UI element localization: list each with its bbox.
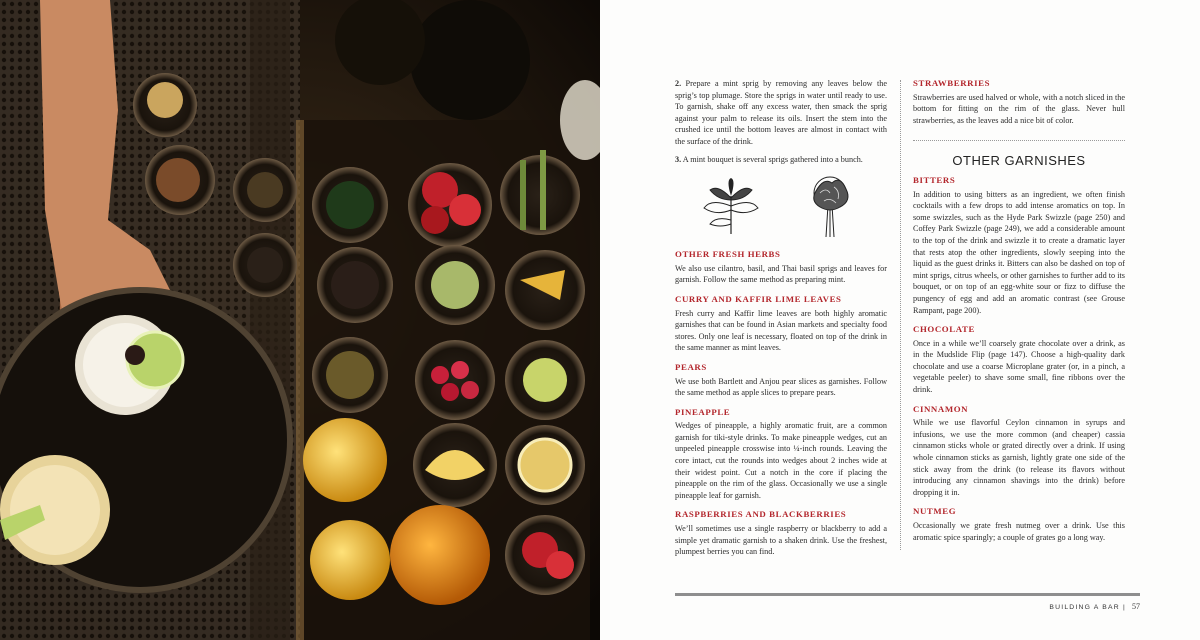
left-column [675,78,887,558]
section-text: Once in a while we’ll coarsely grate chocolate over a drink, as in the Mudslide Flip (page 147). Choose a high-quality dark chocolate and use a coarse Microplane grater (or, in a pinch, a vegetable peeler) to shave some small, fine ribbons over the drink. [913,338,1125,395]
step-text: A mint bouquet is several sprigs gathered into a bunch. [682,154,863,164]
column-divider [900,80,901,550]
section-heading: PEARS [675,361,707,372]
mint-steps-list [675,78,887,165]
section-heading: NUTMEG [913,506,957,517]
section-text: While we use flavorful Ceylon cinnamon in syrups and infusions, we use the more common (and cheaper) cassia cinnamon sticks whole or grated directly over a drink. If using whole cinnamon sticks as garnish, lightly grate one side of the stick away from the drink (to release its flavors without introducing any cinnamon shavings into the drink) before dropping it in. [913,418,1125,497]
step-number: 2. [675,79,682,88]
section-divider [913,140,1125,141]
section-text: We’ll sometimes use a single raspberry or blackberry to add a simple yet dramatic garnish to a shaken drink. Use the freshest, plumpest berries you can find. [675,524,887,557]
section-heading: STRAWBERRIES [913,78,991,88]
section-heading: CHOCOLATE [913,324,975,335]
footer-separator: | [1122,604,1126,611]
section-heading: CURRY AND KAFFIR LIME LEAVES [675,293,842,304]
section-text: We use both Bartlett and Anjou pear slices as garnishes. Follow the same method as apple slices to prepare pears. [675,376,887,398]
section-heading: OTHER FRESH HERBS [675,249,781,260]
section-text: Strawberries are used halved or whole, with a notch sliced in the bottom for fitting on the rim of the glass. Never hull strawberries, as the leaves add a nice bit of color. [913,92,1125,125]
section-title: OTHER GARNISHES [952,153,1086,169]
right-column [913,78,1125,543]
page-number: 57 [1132,602,1140,611]
section-text: We also use cilantro, basil, and Thai basil sprigs and leaves for garnish. Follow the same method as preparing mint. [675,263,887,285]
section-text: Fresh curry and Kaffir lime leaves are both highly aromatic garnishes that can be found in Asian markets and specialty food stores. Only one leaf is necessary, floated on top of the drink in the same manner as mint leaves. [675,308,887,353]
section-heading: BITTERS [913,174,956,185]
list-item [675,78,887,148]
footer-rule [675,593,1140,596]
step-text: Prepare a mint sprig by removing any leaves below the sprig’s top plumage. Store the sprigs in water until ready to use. To garnish, shake off any excess water, then smack the sprig against your palm to release its oils. Insert the stem into the crushed ice until the bottom leaves are almost in contact with the surface of the drink. [675,79,887,146]
footer-section-name: BUILDING A BAR [1049,604,1120,611]
section-heading: CINNAMON [913,403,969,414]
section-text: Occasionally we grate fresh nutmeg over a drink. Use this aromatic spice sparingly; a couple of grates go a long way. [913,521,1125,542]
section-text: Wedges of pineapple, a highly aromatic fruit, are a common garnish for tiki-style drinks. To make pineapple wedges, cut an unpeeled pineapple crosswise into ¼-inch rounds. Leaving the core intact, cut the rounds into wedges about 2 inches wide at their widest point. Cut a notch in the core if placing the pineapple on the rim of the glass. Occasionally we use a single pineapple leaf for garnish. [675,421,887,500]
list-item [675,154,887,166]
herb-illustrations [681,171,881,241]
section-heading: PINEAPPLE [675,406,731,417]
mint-bouquet-icon [796,173,866,239]
mint-sprig-icon [696,176,766,236]
section-text: In addition to using bitters as an ingredient, we often finish cocktails with a few drops to add intense aromatics on top. In some swizzles, such as the Hyde Park Swizzle (page 250) and Coffey Park Swizzle (page 249), we add a considerable amount to the top of the drink and swizzle it to create a dramatic layer that rests atop the other ingredients, slowly seeping into the liquid as the guest drinks it. Bitters can also be dashed on top of mint sprigs, citrus wheels, or other garnishes to further add to its bouquet, or on top of an egg-white sour or fizz to diffuse the pungency of egg and add an aromatic contrast (see Grouse Rampant, page 200). [913,189,1125,315]
section-heading: RASPBERRIES AND BLACKBERRIES [675,509,847,520]
step-number: 3. [675,154,682,164]
running-footer [1049,602,1140,611]
